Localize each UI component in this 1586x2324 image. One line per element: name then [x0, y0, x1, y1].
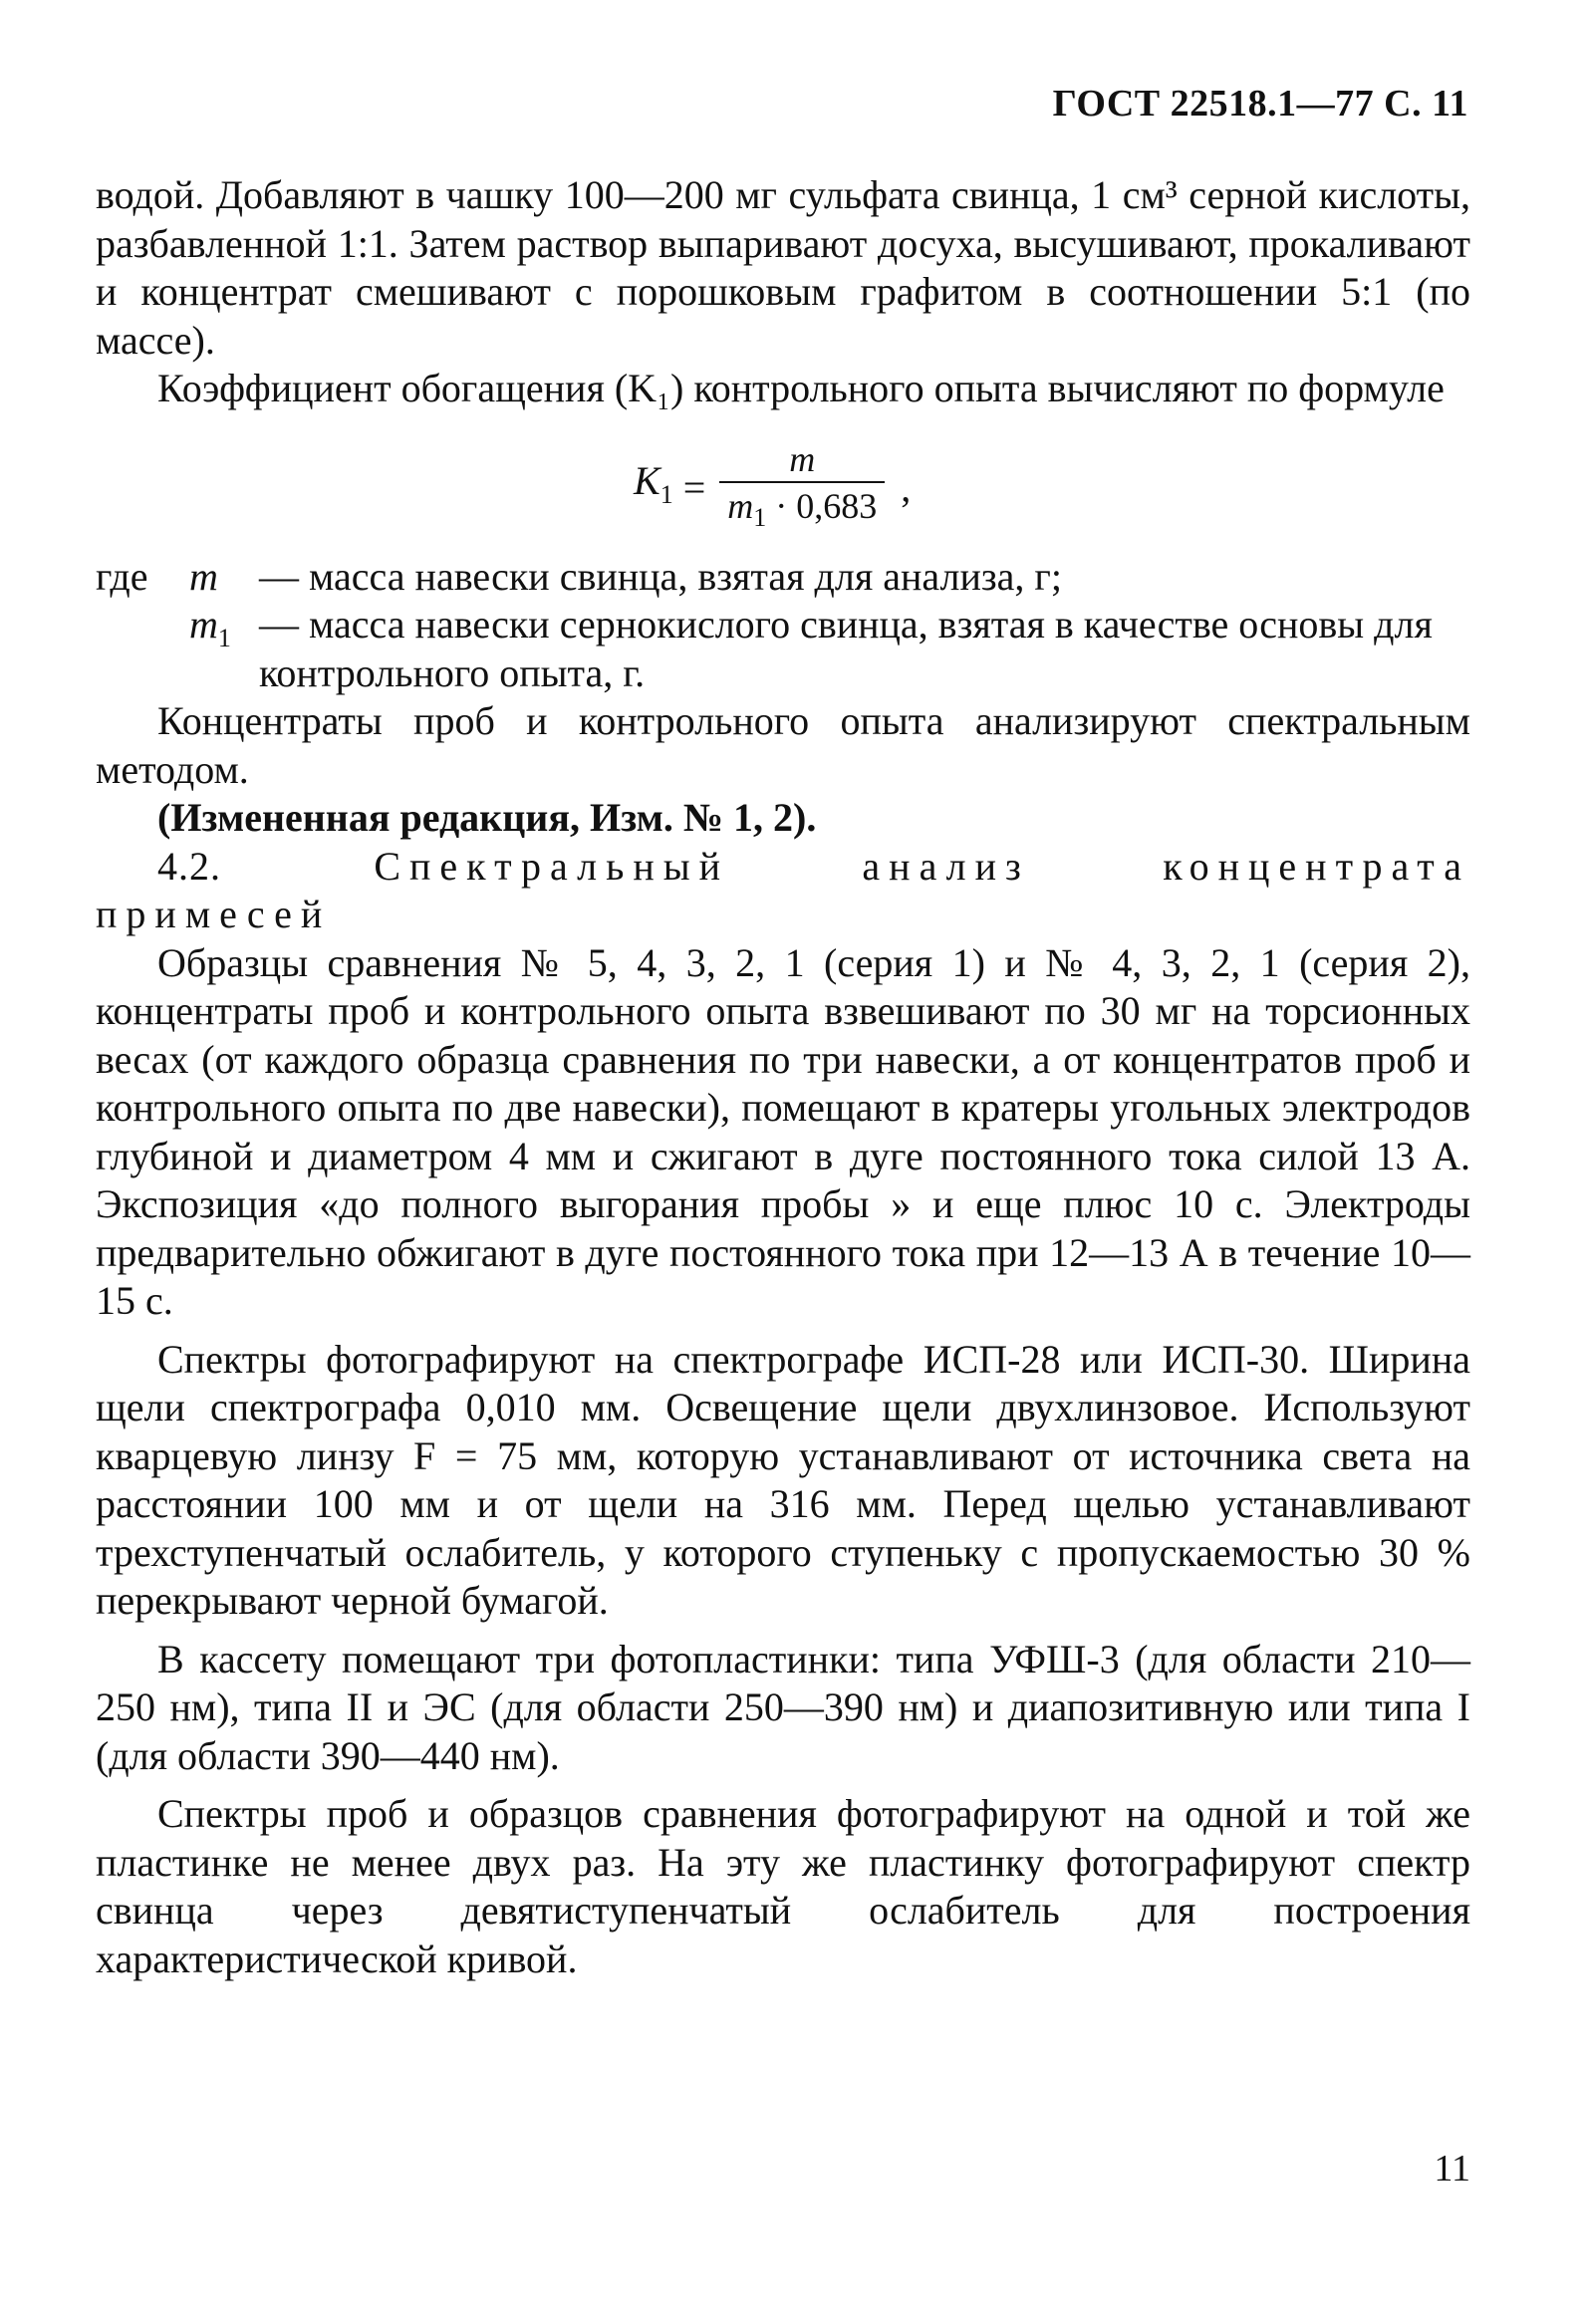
- definition-symbol-m1: $m_1$: [189, 602, 231, 652]
- paragraph-samples: Образцы сравнения № 5, 4, 3, 2, 1 (серия 1) и № 4, 3, 2, 1 (серия 2), концентраты проб и контрольного опыта взвешивают по 30 мг на торсионных весах (от каждого образца сравнения по три навески, а от концентратов проб и контрольного опыта по две навески), помещают в кратеры угольных электродов глубиной и диаметром 4 мм и сжигают в дуге постоянного тока силой 13 А. Экспозиция «до полного выгорания пробы » и еще плюс 10 с. Электроды предварительно обжигают в дуге постоянного тока при 12—13 А в течение 10—15 с.: [96, 939, 1470, 1323]
- definition-text-m: — масса навески свинца, взятая для анализа, г;: [259, 553, 1062, 599]
- formula-numerator: m: [789, 438, 816, 479]
- paragraph-formula-intro: Коэффициент обогащения (K₁) контрольного опыта вычисляют по формуле: [157, 366, 1445, 410]
- section-word-1: Спектральный: [374, 843, 730, 889]
- section-number: 4.2.: [157, 843, 221, 889]
- formula-fraction: [719, 437, 885, 541]
- formula-denominator: $m_1 \cdot 0,683$: [727, 485, 878, 532]
- paragraph-concentrates: Концентраты проб и контрольного опыта анализируют спектральным методом.: [96, 698, 1470, 792]
- page-body: [96, 171, 1470, 1983]
- running-header: ГОСТ 22518.1—77 С. 11: [1052, 83, 1468, 125]
- section-word-3: концентрата: [1163, 843, 1470, 889]
- section-heading-4-2: [96, 843, 1470, 892]
- where-label: где: [96, 553, 148, 599]
- amendment-note: (Измененная редакция, Изм. № 1, 2).: [157, 795, 817, 840]
- definition-symbol-m: m: [189, 553, 218, 599]
- paragraph-spectrograph: Спектры фотографируют на спектрографе ИСП-28 или ИСП-30. Ширина щели спектрографа 0,010 мм. Освещение щели двухлинзовое. Используют кварцевую линзу F = 75 мм, которую устанавливают от источника света на расстоянии 100 мм и от щели на 316 мм. Перед щелью устанавливают трехступенчатый ослабитель, у которого ступеньку с пропускаемостью 30 % перекрывают черной бумагой.: [96, 1336, 1470, 1623]
- paragraph-photographing: Спектры проб и образцов сравнения фотографируют на одной и той же пластинке не менее двух раз. На эту же пластинку фотографируют спектр свинца через девятиступенчатый ослабитель для построения характеристической кривой.: [96, 1791, 1470, 1981]
- enrichment-formula: [96, 427, 1470, 547]
- formula-equals: =: [682, 465, 706, 511]
- paragraph-preparation: водой. Добавляют в чашку 100—200 мг сульфата свинца, 1 см³ серной кислоты, разбавленной 1:1. Затем раствор выпаривают досуха, высушивают, прокаливают и концентрат смешивают с порошковым графитом в соотношении 5:1 (по массе).: [96, 172, 1470, 363]
- page-number: 11: [1434, 2148, 1470, 2190]
- section-word-2: анализ: [862, 843, 1030, 889]
- paragraph-plates: В кассету помещают три фотопластинки: типа УФШ-3 (для области 210—250 нм), типа II и ЭС (для области 250—390 нм) и диапозитивную или типа I (для области 390—440 нм).: [96, 1636, 1470, 1778]
- variable-definitions: [96, 553, 1470, 698]
- definition-text-m1: — масса навески сернокислого свинца, взятая в качестве основы для контрольного опыта, г.: [259, 602, 1433, 695]
- section-heading-line-2: примесей: [96, 892, 332, 936]
- formula-lhs: $K_1$: [634, 458, 673, 510]
- formula-comma: ,: [901, 465, 912, 511]
